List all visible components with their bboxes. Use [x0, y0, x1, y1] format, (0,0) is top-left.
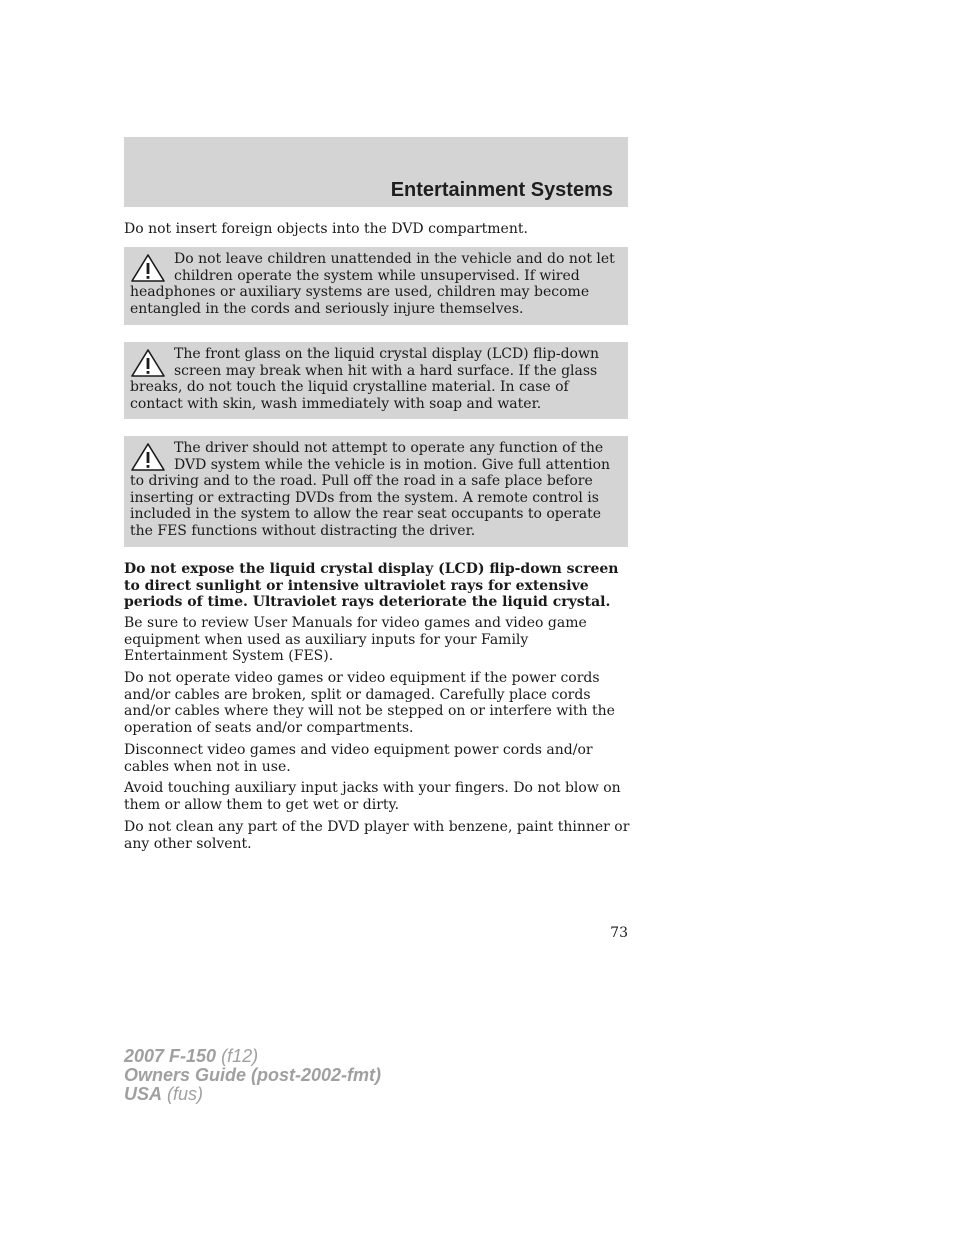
warning-triangle-icon	[130, 348, 166, 378]
page-number: 73	[610, 925, 628, 941]
warning-text: The front glass on the liquid crystal display (LCD) flip-down screen may break when hit with a hard surface. If the glass breaks, do not touch the liquid crystalline material. In case of contact with skin, wash immediately with soap and water.	[130, 346, 599, 412]
footer-market-code: (fus)	[167, 1084, 204, 1104]
paragraph-input-jacks: Avoid touching auxiliary input jacks with your fingers. Do not blow on them or allow them to get wet or dirty.	[124, 780, 621, 813]
paragraph-cleaning: Do not clean any part of the DVD player with benzene, paint thinner or any other solvent.	[124, 819, 630, 852]
footer-guide: Owners Guide (post-2002-fmt)	[124, 1065, 382, 1085]
warning-text: Do not leave children unattended in the vehicle and do not let children operate the system while unsupervised. If wired headphones or auxiliary systems are used, children may become entangled in the cords and seriously injure themselves.	[130, 251, 615, 317]
warning-box-children	[124, 247, 628, 325]
warning-triangle-icon	[130, 253, 166, 283]
footer-line-guide	[124, 1066, 381, 1085]
bold-notice: Do not expose the liquid crystal display (LCD) flip-down screen to direct sunlight or intensive ultraviolet rays for extensive periods of time. Ultraviolet rays deteriorate the liquid crystal.	[124, 561, 619, 610]
section-title: Entertainment Systems	[390, 179, 613, 201]
warning-triangle-icon	[130, 442, 166, 472]
footer-model-code: (f12)	[221, 1046, 259, 1066]
document-footer	[124, 1047, 381, 1104]
paragraph-user-manuals: Be sure to review User Manuals for video games and video game equipment when used as auxiliary inputs for your Family Entertainment System (FES).	[124, 615, 587, 664]
section-header-band	[124, 137, 628, 207]
footer-market: USA	[124, 1084, 163, 1104]
intro-paragraph: Do not insert foreign objects into the DVD compartment.	[124, 221, 528, 237]
footer-line-market	[124, 1085, 381, 1104]
footer-line-model	[124, 1047, 381, 1066]
warning-box-lcd-glass	[124, 342, 628, 419]
paragraph-power-cords: Do not operate video games or video equipment if the power cords and/or cables are broken, split or damaged. Carefully place cords and/or cables where they will not be stepped on or interfere with the operation of seats and/or compartments.	[124, 670, 615, 736]
warning-box-driver	[124, 436, 628, 547]
warning-text: The driver should not attempt to operate any function of the DVD system while the vehicle is in motion. Give full attention to driving and to the road. Pull off the road in a safe place before inserting or extracting DVDs from the system. A remote control is included in the system to allow the rear seat occupants to operate the FES functions without distracting the driver.	[130, 440, 611, 539]
paragraph-disconnect: Disconnect video games and video equipment power cords and/or cables when not in use.	[124, 742, 593, 775]
footer-model: 2007 F-150	[124, 1046, 217, 1066]
